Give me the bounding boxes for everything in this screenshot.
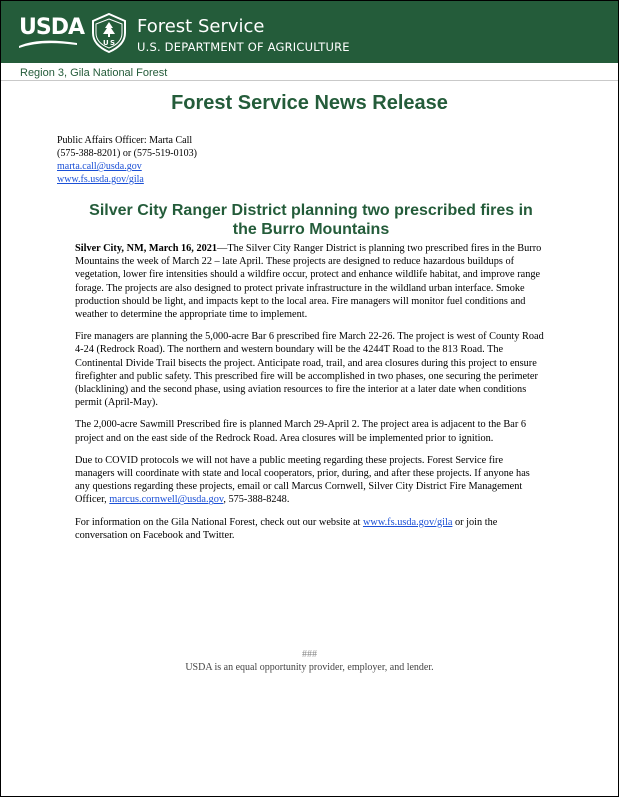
end-mark: ### bbox=[302, 649, 317, 660]
paragraph-3: The 2,000-acre Sawmill Prescribed fire is planned March 29-April 2. The project area is adjacent to the Bar 6 project and on the east side of the Redrock Road. Area closures will be implemented prior to ignition. bbox=[75, 419, 526, 444]
paragraph-5 bbox=[75, 516, 545, 542]
contact-website-link[interactable]: www.fs.usda.gov/gila bbox=[57, 174, 144, 185]
header-banner bbox=[1, 1, 618, 63]
release-title: Forest Service News Release bbox=[171, 92, 448, 114]
forest-service-shield-icon bbox=[91, 13, 127, 58]
paragraph-1 bbox=[75, 242, 545, 321]
contact-officer: Public Affairs Officer: Marta Call bbox=[57, 135, 193, 146]
department-name: U.S. DEPARTMENT OF AGRICULTURE bbox=[137, 40, 350, 54]
usda-logo-text: USDA bbox=[19, 15, 84, 40]
paragraph-5-text: For information on the Gila National Forest, check out our website at bbox=[75, 516, 363, 528]
region-label: Region 3, Gila National Forest bbox=[20, 67, 168, 79]
headline bbox=[41, 201, 581, 239]
agency-name: Forest Service bbox=[137, 16, 265, 37]
region-bar bbox=[1, 63, 618, 81]
contact-phones: (575-388-8201) or (575-519-0103) bbox=[57, 148, 197, 159]
paragraph-4-phone: , 575-388-8248. bbox=[223, 494, 290, 506]
headline-line-2: the Burro Mountains bbox=[232, 221, 390, 238]
headline-line-1: Silver City Ranger District planning two prescribed fires in bbox=[89, 202, 533, 219]
paragraph-2: Fire managers are planning the 5,000-acre Bar 6 prescribed fire March 22-26. The project is west of County Road 4-24 (Redrock Road). The northern and western boundary will be the 4244T Road to the 813 Road. The Continental Divide Trail bisects the project. Anticipate road, trail, and area closures during this project to ensure firefighter and public safety. This prescribed fire will be accomplished in two phases, one securing the perimeter (blacklining) and the second phase, using aviation resources to fire the interior at a later date when conditions permit (April-May). bbox=[75, 331, 544, 409]
contact-email-link[interactable]: marta.call@usda.gov bbox=[57, 161, 142, 172]
usda-logo bbox=[19, 15, 84, 49]
article-body bbox=[75, 242, 545, 551]
fire-officer-email-link[interactable]: marcus.cornwell@usda.gov bbox=[109, 494, 224, 506]
paragraph-4 bbox=[75, 454, 545, 507]
eeo-statement: USDA is an equal opportunity provider, employer, and lender. bbox=[185, 662, 434, 673]
dateline: Silver City, NM, March 16, 2021 bbox=[75, 243, 218, 254]
contact-block bbox=[57, 134, 197, 186]
paragraph-5-tail: or join the conversation on Facebook and Twitter. bbox=[75, 516, 498, 541]
usda-logo-swoosh-icon bbox=[19, 39, 77, 49]
paragraph-4-text: Due to COVID protocols we will not have a public meeting regarding these projects. Forest Service fire managers will coordinate with state and local cooperators, prior, during, and after these projects. If anyone has any questions regarding these projects, email or call Marcus Cornwell, Silver City District Fire Management Officer, bbox=[75, 454, 530, 506]
svg-text:U S: U S bbox=[102, 39, 116, 47]
paragraph-1-text: —The Silver City Ranger District is planning two prescribed fires in the Burro Mountains the week of March 22 – late April. These projects are designed to reduce hazardous buildups of vegetation, lower fire intensities should a wildfire occur, protect and enhance wildlife habitat, and improve range forage. The projects are also designed to protect private infrastructure in the wildland urban interface. Smoke production should be light, and impacts kept to the local area. Fire managers will monitor fuel conditions and weather to determine the appropriate time to implement. bbox=[75, 243, 542, 321]
gila-website-link[interactable]: www.fs.usda.gov/gila bbox=[362, 516, 453, 528]
